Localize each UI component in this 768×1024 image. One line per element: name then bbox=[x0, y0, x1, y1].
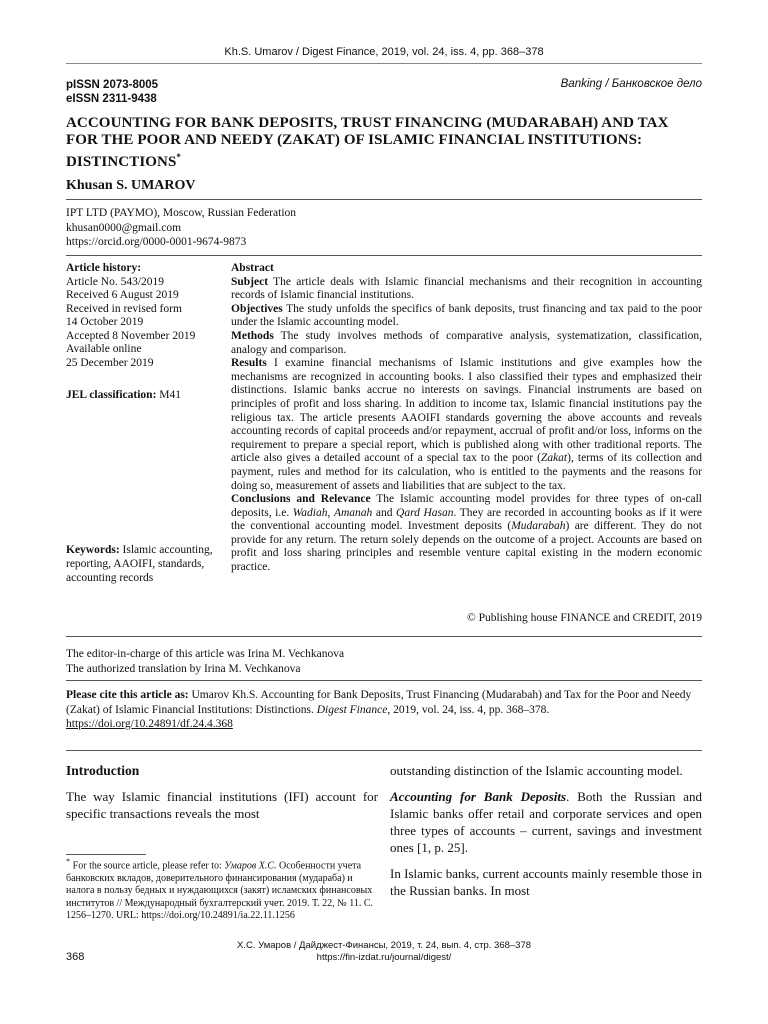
header-rule bbox=[66, 63, 702, 64]
abstract-subject: Subject The article deals with Islamic financial mechanisms and their recognition in accounting records of Islamic financial institutions. bbox=[231, 275, 702, 302]
body-paragraph: Accounting for Bank Deposits. Both the Russian and Islamic banks offer retail and corporate services and open three types of accounts – current, savings and investment ones [1, p. 25]. bbox=[390, 789, 703, 855]
footer-citation: Х.С. Умаров / Дайджест-Финансы, 2019, т. 24, вып. 4, стр. 368–378 bbox=[236, 940, 532, 951]
keywords-label: Keywords: bbox=[66, 544, 120, 556]
history-line: Received in revised form bbox=[66, 302, 182, 315]
jel-classification bbox=[66, 389, 181, 401]
running-header-text: Kh.S. Umarov / Digest Finance, 2019, vol. 24, iss. 4, pp. 368–378 bbox=[224, 46, 544, 58]
article-title-text: ACCOUNTING FOR BANK DEPOSITS, TRUST FINANCING (MUDARABAH) AND TAX FOR THE POOR AND NEEDY (ZAKAT) OF ISLAMIC FINANCIAL INSTITUTIONS: DISTINCTIONS bbox=[66, 115, 669, 170]
introduction-heading: Introduction bbox=[66, 763, 140, 778]
history-line: Accepted 8 November 2019 bbox=[66, 329, 196, 342]
history-line: Received 6 August 2019 bbox=[66, 289, 179, 301]
doi-link[interactable]: https://doi.org/10.24891/df.24.4.368 bbox=[66, 718, 233, 730]
article-title bbox=[66, 115, 702, 171]
keywords-value: Islamic accounting, reporting, AAOIFI, standards, accounting records bbox=[66, 544, 213, 584]
title-footnote-mark: * bbox=[176, 152, 182, 162]
author-orcid[interactable]: https://orcid.org/0000-0001-9674-9873 bbox=[66, 236, 247, 248]
abstract-heading: Abstract bbox=[231, 262, 274, 274]
affiliation bbox=[66, 206, 296, 250]
running-header bbox=[66, 46, 702, 58]
section-label: Banking / Банковское дело bbox=[560, 78, 702, 90]
page-number: 368 bbox=[66, 951, 85, 963]
body-paragraph: In Islamic banks, current accounts mainly resemble those in the Russian banks. In most bbox=[390, 866, 702, 898]
abstract bbox=[231, 262, 702, 575]
footer-url[interactable]: https://fin-izdat.ru/journal/digest/ bbox=[316, 952, 452, 963]
editor-line: The editor-in-charge of this article was Irina M. Vechkanova bbox=[66, 648, 345, 660]
keywords bbox=[66, 543, 226, 585]
cite-label: Please cite this article as: bbox=[66, 689, 189, 701]
jel-value: M41 bbox=[156, 389, 182, 401]
jel-label: JEL classification: bbox=[66, 389, 157, 401]
article-history bbox=[66, 262, 226, 370]
affiliation-rule bbox=[66, 255, 702, 256]
intro-paragraph: The way Islamic financial institutions (IFI) account for specific transactions reveals the most bbox=[66, 789, 378, 821]
author-name: Khusan S. UMAROV bbox=[66, 178, 196, 193]
footnote: * For the source article, please refer to: Умаров Х.С. Особенности учета банковских вкладов, доверительного финансирования (мудараба) и налога в пользу бедных и нуждающихся (закят) исламских финансовых институтов // Международный бухгалтерский учет. 2019. Т. 22, № 11. С. 1256–1270. URL: https://doi.org/10.24891/ia.22.11.1256 bbox=[66, 857, 373, 922]
page-footer bbox=[66, 940, 702, 964]
affiliation-org: IPT LTD (PAYMO), Moscow, Russian Federation bbox=[66, 207, 297, 219]
editor-rule bbox=[66, 680, 702, 681]
author-rule bbox=[66, 199, 702, 200]
body-column-right bbox=[390, 762, 702, 908]
abstract-methods: Methods The study involves methods of comparative analysis, systematization, classification, analogy and comparison. bbox=[231, 329, 702, 356]
copyright-notice: © Publishing house FINANCE and CREDIT, 2019 bbox=[466, 612, 702, 624]
translator-line: The authorized translation by Irina M. Vechkanova bbox=[66, 662, 301, 675]
footnote-rule bbox=[66, 854, 146, 855]
body-column-left bbox=[66, 762, 378, 822]
copyright-rule bbox=[66, 636, 702, 637]
abstract-objectives: Objectives The study unfolds the specifics of bank deposits, trust financing and tax paid to the poor under the Islamic accounting model. bbox=[231, 302, 702, 329]
author-email[interactable]: khusan0000@gmail.com bbox=[66, 221, 182, 234]
history-line: Available online bbox=[66, 343, 142, 355]
abstract-results: Results I examine financial mechanisms of Islamic institutions and give examples how the mechanisms are recognized in accounting books. I also classified their types and emphasized their distinctions. Islamic banks accrue no interests on savings. Financial instruments are based on principles of profit and loss sharing. In addition to income tax, Islamic financial institutions pay the religious tax. The article presents AAOIFI standards governing the above accounts and reveals accounting records of capital proceeds and/or repayment, accrual of profit and/or loss, informs on the requirement to prepare a special report, which is published along with other traditional reports. The article also gives a detailed account of a special tax to the poor (Zakat), terms of its collection and payment, rules and method for its calculation, who is entitled to the payments and the reasons for doing so, measurement of assets and liabilities that are subject to the tax. bbox=[231, 357, 702, 492]
editor-info bbox=[66, 647, 344, 676]
history-label: Article history: bbox=[66, 262, 142, 274]
citation-block: Please cite this article as: Umarov Kh.S. Accounting for Bank Deposits, Trust Financing (Mudarabah) and Tax for the Poor and Needy (Zakat) of Islamic Financial Institutions: Distinctions. Digest Finance, 2019, vol. 24, iss. 4, pp. 368–378. https://doi.org/10.24891/df.24.4.368 bbox=[66, 689, 692, 730]
abstract-conclusions: Conclusions and Relevance The Islamic accounting model provides for three types of on-call deposits, i.e. Wadiah, Amanah and Qard Hasan. They are recorded in accounting books as if it were the conventional accounting model. Investment deposits (Mudarabah) are different. They do not provide for any return. The return solely depends on the outcome of a project. Accounts are based on profit and loss sharing principles and resemble venture capital existing in the modern economic practice. bbox=[231, 493, 702, 574]
pissn: pISSN 2073-8005 bbox=[66, 79, 159, 91]
history-line: 14 October 2019 bbox=[66, 316, 144, 328]
eissn: eISSN 2311-9438 bbox=[66, 93, 157, 105]
history-line: Article No. 543/2019 bbox=[66, 275, 165, 288]
issn-block bbox=[66, 78, 158, 106]
bank-deposits-lead: Accounting for Bank Deposits bbox=[390, 789, 567, 804]
body-paragraph: outstanding distinction of the Islamic accounting model. bbox=[390, 763, 683, 778]
citation-rule bbox=[66, 750, 702, 751]
history-line: 25 December 2019 bbox=[66, 356, 154, 369]
